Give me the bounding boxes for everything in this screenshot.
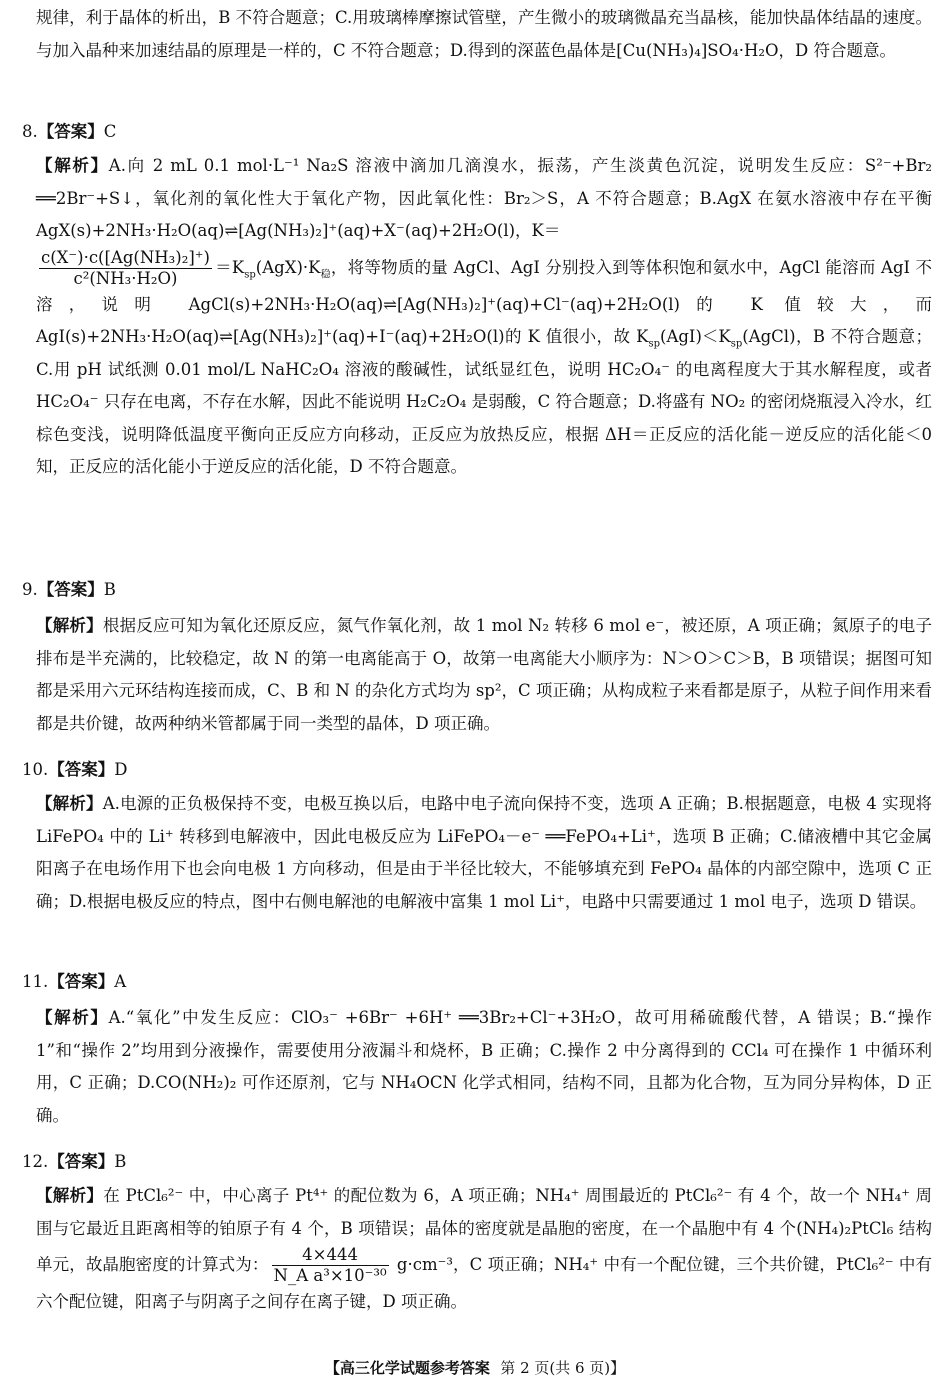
footer-title: 【高三化学试题参考答案 — [324, 1359, 490, 1377]
q8-sub-sp-1: sp — [244, 268, 256, 280]
q9-number: 9. — [22, 580, 38, 599]
q8-k-fraction — [39, 248, 212, 289]
q9-text: 根据反应可知为氧化还原反应，氮气作氧化剂，故 1 mol N₂ 转移 6 mol e⁻，被还原，A 项正确；氮原子的电子排布是半充满的，比较稳定，故 N 的第一电离能高于 O，故第一电离能大小顺序为：N＞O＞C＞B，B 项错误；据图可知都是采用六元环结构连接而成，C、B 和 N 的杂化方式均为 sp²，C 项正确；从构成粒子来看都是原子，从粒子间作用来看都是共价键，故两种纳米管都属于同一类型的晶体，D 项正确。 — [36, 616, 932, 733]
q11-analysis — [36, 1002, 932, 1132]
q8-analysis-label: 【解析】 — [36, 156, 109, 175]
q8-seg-3: (AgX)·K — [255, 257, 321, 277]
q8-seg-5: (AgI)＜K — [660, 327, 731, 346]
q8-number: 8. — [22, 122, 38, 141]
q8-answer: C — [103, 122, 117, 141]
q10-number: 10. — [22, 760, 49, 779]
q12-frac-numerator: 4×444 — [272, 1245, 389, 1266]
q12-density-fraction — [272, 1245, 389, 1286]
q8-seg-4: ，将等物质的量 AgCl、AgI 分别投入到等体积饱和氨水中，AgCl 能溶而 AgI 不溶，说明 AgCl(s)+2NH₃·H₂O(aq)⇌[Ag(NH₃)₂]⁺(aq)+Cl⁻(aq)+2H₂O(l)的 K 值较大，而 AgI(s)+2NH₃·H₂O(aq)⇌[Ag(NH₃)₂]⁺(aq)+I⁻(aq)+2H₂O(l)的 K 值很小，故 K — [36, 257, 933, 346]
q12-answer: B — [114, 1152, 127, 1171]
q9-answer: B — [103, 580, 116, 599]
footer-page-number: 第 2 页(共 6 页)】 — [500, 1359, 626, 1377]
q8-sub-wen: 稳 — [320, 268, 331, 280]
q10-analysis-label: 【解析】 — [36, 794, 103, 813]
q11-heading — [22, 966, 126, 998]
page-footer — [0, 1356, 950, 1380]
q8-frac-denominator: c²(NH₃·H₂O) — [73, 268, 178, 288]
q11-text: A.“氧化”中发生反应：ClO₃⁻ +6Br⁻ +6H⁺ ══3Br₂+Cl⁻+3H₂O，故可用稀硫酸代替，A 错误；B.“操作 1”和“操作 2”均用到分液操作，需要使用分液漏斗和烧杯，B 正确；C.操作 2 中分离得到的 CCl₄ 可在操作 1 中循环利用，C 正确；D.CO(NH₂)₂ 可作还原剂，它与 NH₄OCN 化学式相同，结构不同，且都为化合物，互为同分异构体，D 正确。 — [36, 1008, 932, 1125]
q11-number: 11. — [22, 972, 49, 991]
q12-text-b: g·cm⁻³，C 项正确；NH₄⁺ 中有一个配位键，三个共价键，PtCl₆²⁻ 中有六个配位键，阳离子与阴离子之间存在离子键，D 项正确。 — [36, 1255, 932, 1311]
q12-analysis — [36, 1180, 932, 1319]
q8-analysis — [36, 150, 932, 484]
q8-answer-label: 【答案】 — [37, 122, 104, 141]
q10-answer-label: 【答案】 — [48, 760, 115, 779]
q8-frac-numerator: c(X⁻)·c([Ag(NH₃)₂]⁺) — [41, 247, 210, 267]
q11-answer-label: 【答案】 — [48, 972, 115, 991]
q8-seg-6: (AgCl)，B 不符合题意；C.用 pH 试纸测 0.01 mol/L NaHC₂O₄ 溶液的酸碱性，试纸显红色，说明 HC₂O₄⁻ 的电离程度大于其水解程度，或者 HC₂O₄⁻ 只存在电离，不存在水解，因此不能说明 H₂C₂O₄ 是弱酸，C 符合题意；D.将盛有 NO₂ 的密闭烧瓶浸入冷水，红棕色变浅，说明降低温度平衡向正反应方向移动，正反应为放热反应，根据 ΔH＝正反应的活化能－逆反应的活化能＜0 知，正反应的活化能小于逆反应的活化能，D 不符合题意。 — [36, 327, 932, 476]
q9-heading — [22, 574, 116, 606]
q9-answer-label: 【答案】 — [37, 580, 104, 599]
q12-heading — [22, 1146, 126, 1178]
q10-text: A.电源的正负极保持不变，电极互换以后，电路中电子流向保持不变，选项 A 正确；B.根据题意，电极 4 实现将 LiFePO₄ 中的 Li⁺ 转移到电解液中，因此电极反应为 LiFePO₄－e⁻ ══FePO₄+Li⁺，选项 B 正确；C.储液槽中其它金属阳离子在电场作用下也会向电极 1 方向移动，但是由于半径比较大，不能够填充到 FePO₄ 晶体的内部空隙中，选项 C 正确；D.根据电极反应的特点，图中右侧电解池的电解液中富集 1 mol Li⁺，电路中只需要通过 1 mol 电子，选项 D 错误。 — [36, 794, 932, 911]
q12-text-a: 在 PtCl₆²⁻ 中，中心离子 Pt⁴⁺ 的配位数为 6，A 项正确；NH₄⁺ 周围最近的 PtCl₆²⁻ 有 4 个，故一个 NH₄⁺ 周围与它最近且距离相等的铂原子有 4 个，B 项错误；晶体的密度就是晶胞的密度，在一个晶胞中有 4 个(NH₄)₂PtCl₆ 结构单元，故晶胞密度的计算式为： — [36, 1186, 933, 1274]
q8-heading — [22, 116, 116, 148]
q8-seg-2: ＝K — [214, 257, 245, 277]
q9-analysis-label: 【解析】 — [36, 616, 103, 635]
intro-paragraph: 规律，利于晶体的析出，B 不符合题意；C.用玻璃棒摩擦试管壁，产生微小的玻璃微晶充当晶核，能加快晶体结晶的速度。与加入晶种来加速结晶的原理是一样的，C 不符合题意；D.得到的深蓝色晶体是[Cu(NH₃)₄]SO₄·H₂O，D 符合题意。 — [36, 8, 932, 60]
q12-analysis-label: 【解析】 — [36, 1186, 104, 1205]
q11-answer: A — [114, 972, 127, 991]
q10-heading — [22, 754, 127, 786]
q8-sub-sp-2: sp — [648, 338, 661, 350]
q8-sub-sp-3: sp — [730, 338, 743, 350]
q9-analysis — [36, 610, 932, 740]
q11-analysis-label: 【解析】 — [36, 1008, 109, 1027]
q12-number: 12. — [22, 1152, 49, 1171]
q12-answer-label: 【答案】 — [48, 1152, 115, 1171]
q8-seg-1: A.向 2 mL 0.1 mol·L⁻¹ Na₂S 溶液中滴加几滴溴水，振荡，产生淡黄色沉淀，说明发生反应：S²⁻+Br₂ ══2Br⁻+S↓，氧化剂的氧化性大于氧化产物，因此氧化性：Br₂＞S，A 不符合题意；B.AgX 在氨水溶液中存在平衡 AgX(s)+2NH₃·H₂O(aq)⇌[Ag(NH₃)₂]⁺(aq)+X⁻(aq)+2H₂O(l)，K＝ — [36, 156, 932, 240]
q10-answer: D — [114, 760, 128, 779]
q12-frac-denominator: N_A a³×10⁻³⁰ — [273, 1266, 387, 1285]
q10-analysis — [36, 788, 932, 918]
